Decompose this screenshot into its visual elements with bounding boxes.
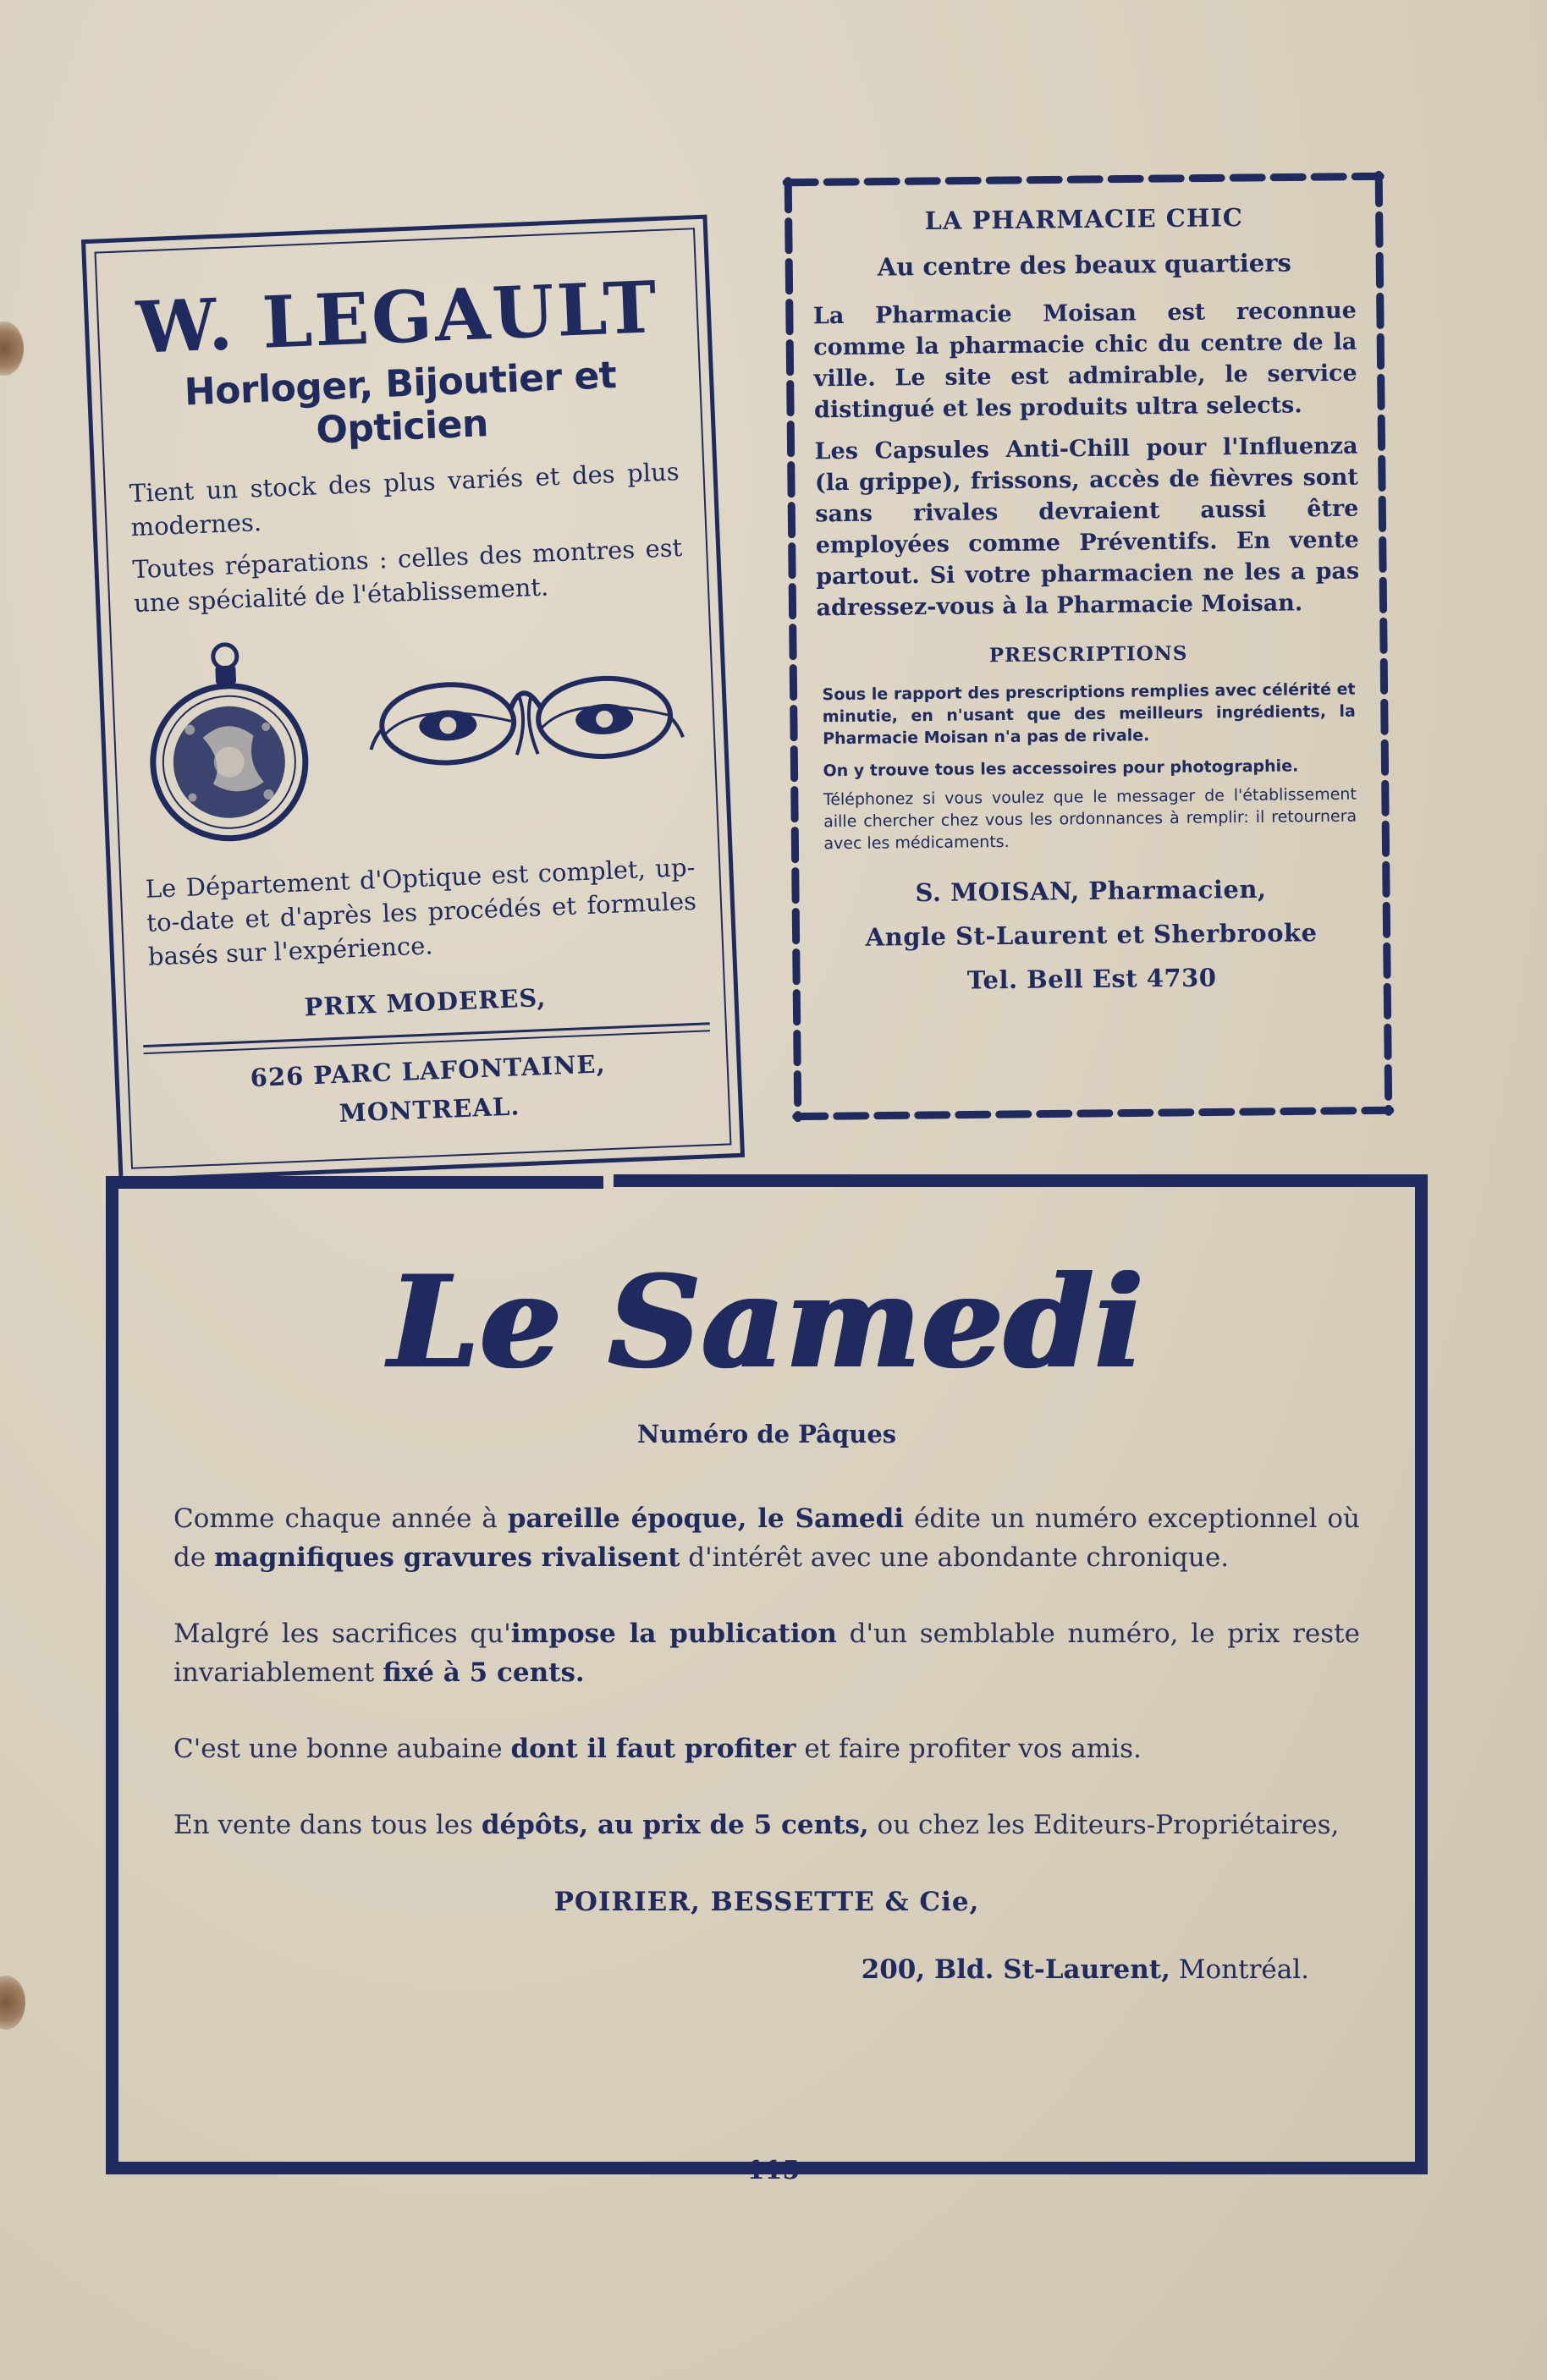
pharmacie-advertisement [778,166,1399,1126]
legault-prices: PRIX MODERES, [303,982,547,1022]
le-samedi-logo: Le Samedi [388,1248,1145,1397]
pocket-watch-icon [135,631,330,850]
page-number: 115 [746,2156,801,2185]
legault-address-line1: 626 PARC LAFONTAINE, [250,1049,607,1093]
pharmacie-capsules: Les Capsules Anti-Chill pour l'Influenza (la grippe), frissons, accès de fièvres sont sans rivales devraient aussi être employées comme Préventifs. En vente partout. Si votre pharmacien ne les a pas adressez-vous à la Pharmacie Moisan. [814,432,1360,622]
legault-name: W. LEGAULT [135,265,661,370]
samedi-paragraph-1: Comme chaque année à pareille époque, le Samedi édite un numéro exceptionnel où de magnifiques gravures rivalisent d'intérêt avec une abondante chronique. [173,1503,1360,1573]
eyeglasses-icon [365,654,707,786]
telephone-note: Téléphonez si vous voulez que le messager de l'établissement aille chercher chez vous les ordonnances à remplir: il retournera avec les médicaments. [823,784,1357,854]
pharmacie-corner: Angle St-Laurent et Sherbrooke [865,918,1318,952]
samedi-publisher: POIRIER, BESSETTE & Cie, [553,1887,980,1917]
legault-illustration [135,617,694,850]
accessories-text: On y trouve tous les accessoires pour photographie. [823,756,1299,781]
prescriptions-text: Sous le rapport des prescriptions remplies avec célérité et minutie, en n'usant que des meilleurs ingrédients, la Pharmacie Moisan n'a pas de rivale. [822,679,1356,749]
pharmacie-phone: Tel. Bell Est 4730 [966,963,1217,995]
legault-trade: Horloger, Bijoutier et Opticien [183,354,618,453]
legault-repairs-text: Toutes réparations : celles des montres est une spécialité de l'établissement. [131,533,683,618]
legault-optics-text: Le Département d'Optique est complet, up-to-date et d'après les procédés et formules basés sur l'expérience. [145,852,697,971]
pharmacie-subtitle: Au centre des beaux quartiers [877,248,1292,282]
border-top-right [614,1174,1428,1187]
border-top-left [106,1176,603,1189]
border-right [1415,1176,1428,2174]
le-samedi-advertisement [106,1176,1428,2174]
legault-advertisement [81,215,745,1183]
pharmacie-title: LA PHARMACIE CHIC [924,203,1244,235]
binding-hole-bottom [0,1976,25,2030]
prescriptions-heading: PRESCRIPTIONS [988,641,1188,668]
samedi-paragraph-2: Malgré les sacrifices qu'impose la publication d'un semblable numéro, le prix reste invariablement fixé à 5 cents. [173,1619,1360,1688]
border-left [106,1176,118,2174]
binding-hole-top [0,322,24,376]
pharmacie-signature: S. MOISAN, Pharmacien, [915,874,1267,908]
legault-address-line2: MONTREAL. [339,1091,520,1128]
legault-stock-text: Tient un stock des plus variés et des plus modernes. [129,457,680,542]
samedi-paragraph-4: En vente dans tous les dépôts, au prix de 5 cents, ou chez les Editeurs-Propriétaires, [173,1810,1340,1840]
samedi-paragraph-3: C'est une bonne aubaine dont il faut profiter et faire profiter vos amis. [173,1734,1142,1764]
le-samedi-subtitle: Numéro de Pâques [636,1420,897,1448]
pharmacie-intro: La Pharmacie Moisan est reconnue comme la pharmacie chic du centre de la ville. Le site est admirable, le service distingué et les produits ultra selects. [812,297,1357,424]
samedi-address: 200, Bld. St-Laurent, Montréal. [861,1954,1309,1985]
